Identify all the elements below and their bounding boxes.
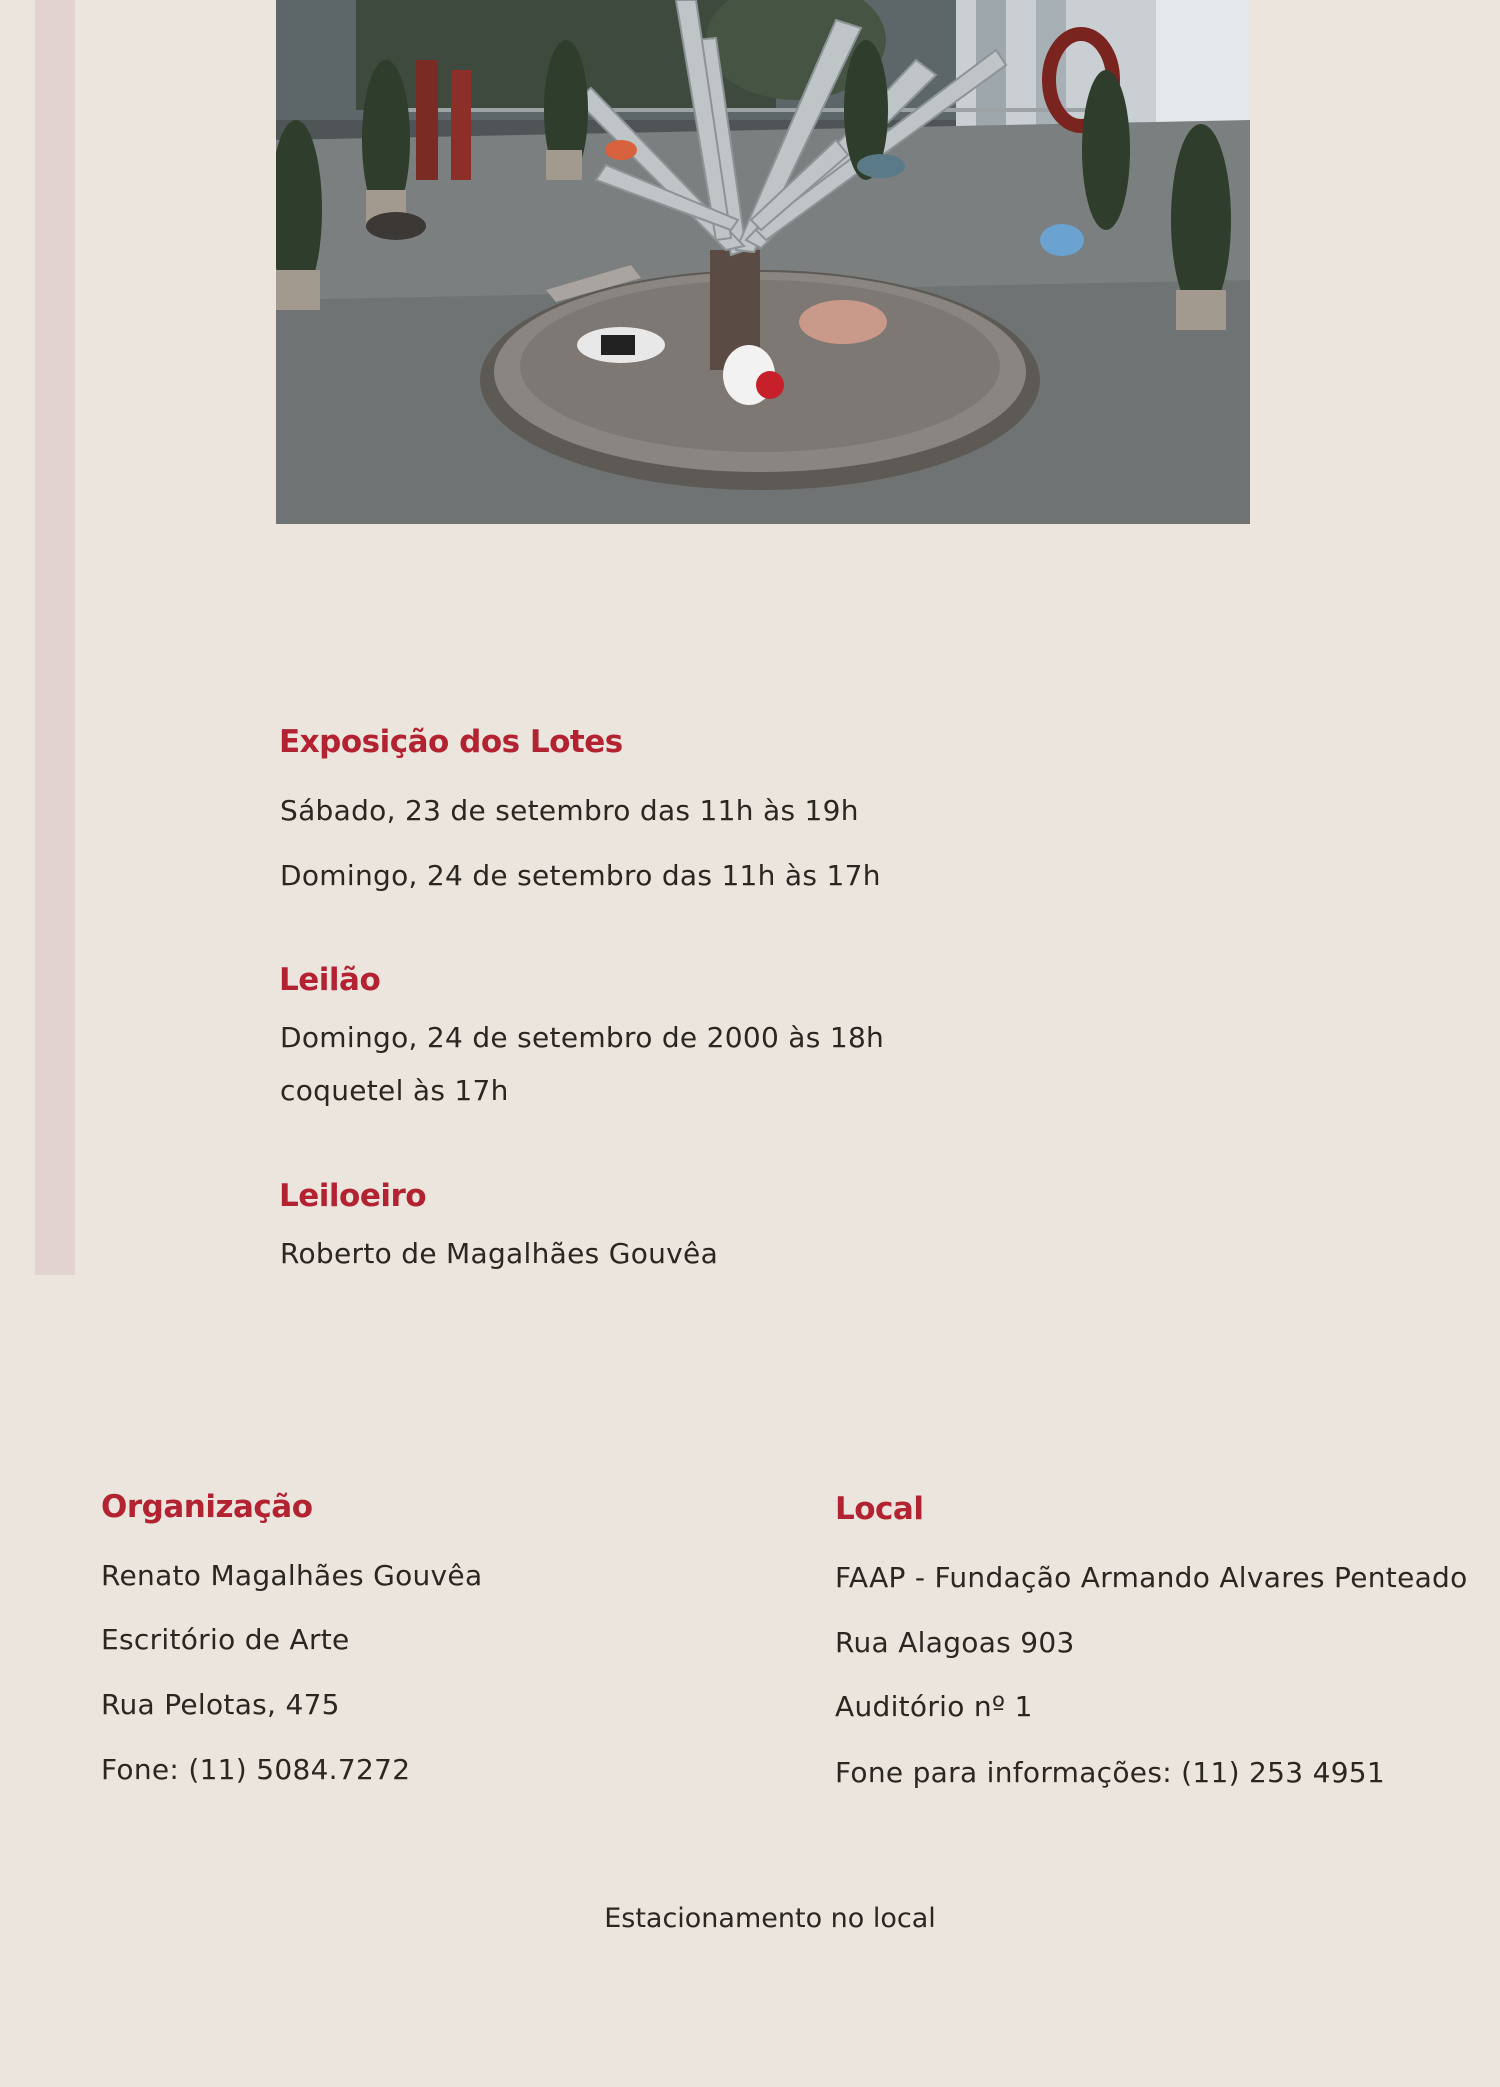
local-auditorium: Auditório nº 1 [835,1690,1033,1723]
leiloeiro-heading: Leiloeiro [279,1178,427,1214]
leilao-cocktail: coquetel às 17h [280,1074,509,1107]
local-address: Rua Alagoas 903 [835,1626,1075,1659]
leilao-date: Domingo, 24 de setembro de 2000 às 18h [280,1021,885,1054]
organizacao-name: Renato Magalhães Gouvêa [101,1559,483,1592]
parking-note: Estacionamento no local [604,1903,936,1934]
organizacao-address: Rua Pelotas, 475 [101,1688,340,1721]
exposicao-sunday-hours: Domingo, 24 de setembro das 11h às 17h [280,859,881,892]
courtyard-photo [276,0,1250,524]
exposicao-heading: Exposição dos Lotes [279,724,623,760]
leiloeiro-name: Roberto de Magalhães Gouvêa [280,1237,719,1270]
leilao-heading: Leilão [279,962,381,998]
left-accent-bar [35,0,75,1275]
local-heading: Local [835,1491,924,1527]
local-venue: FAAP - Fundação Armando Alvares Penteado [835,1561,1468,1594]
local-phone: Fone para informações: (11) 253 4951 [835,1756,1386,1789]
organizacao-office: Escritório de Arte [101,1623,350,1656]
organizacao-heading: Organização [101,1489,313,1525]
organizacao-phone: Fone: (11) 5084.7272 [101,1753,411,1786]
exposicao-saturday-hours: Sábado, 23 de setembro das 11h às 19h [280,794,859,827]
